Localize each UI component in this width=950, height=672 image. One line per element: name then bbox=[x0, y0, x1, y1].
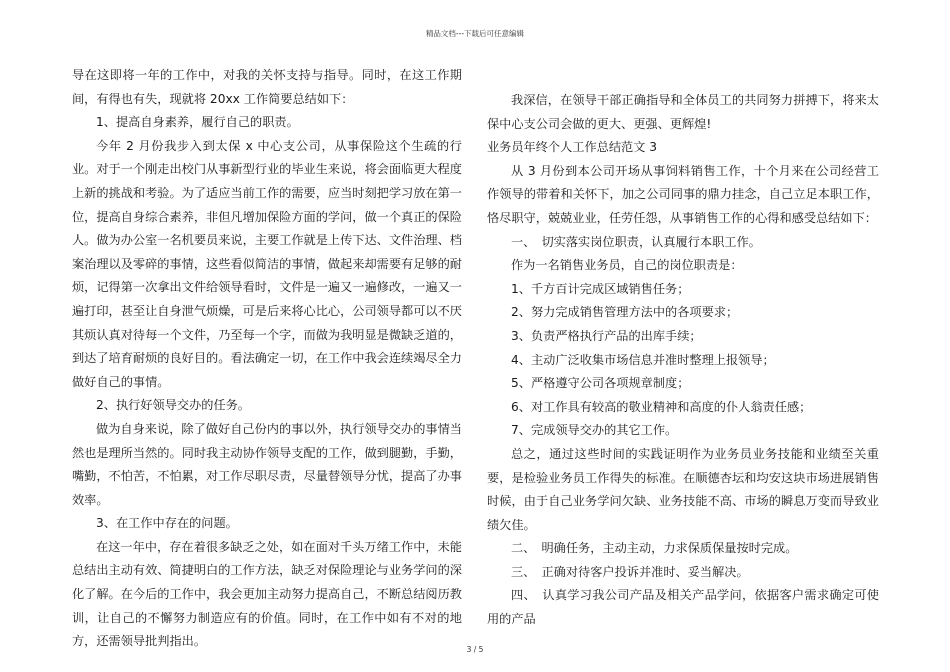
page-number: 3 / 5 bbox=[466, 645, 484, 654]
paragraph: 四、 认真学习我公司产品及相关产品学问，依据客户需求确定可使用的产品 bbox=[487, 588, 879, 627]
paragraph: 在这一年中，存在着很多缺乏之处，如在面对千头万绪工作中，未能总结出主动有效、简捷明白的工作方法，缺乏对保险理论与业务学问的深化了解。在今后的工作中，我会更加主动努力提高自己，不断总结阅历教训，让自己的不懈努力制造应有的价值。同时，在工作中如有不对的地方，还需领导批判指出。 bbox=[72, 539, 462, 649]
paragraph: 一、 切实落实岗位职责，认真履行本职工作。 bbox=[511, 234, 761, 249]
paragraph: 7、完成领导交办的其它工作。 bbox=[511, 423, 678, 438]
page-header: 精品文档---下载后可任意编辑 bbox=[425, 29, 525, 38]
paragraph: 5、严格遵守公司各项规章制度； bbox=[511, 376, 690, 391]
left-column bbox=[72, 64, 462, 654]
paragraph: 三、 正确对待客户投诉并准时、妥当解决。 bbox=[511, 564, 749, 579]
paragraph: 2、执行好领导交办的任务。 bbox=[96, 398, 251, 413]
paragraph: 4、主动广泛收集市场信息并准时整理上报领导； bbox=[511, 352, 775, 367]
paragraph: 总之，通过这些时间的实践证明作为业务员业务技能和业绩至关重要，是检验业务员工作得失的标准。在顺德杏坛和均安这块市场进展销售时候，由于自己业务学问欠缺、业务技能不高、市场的瞬息万变而导致业绩欠佳。 bbox=[487, 446, 879, 532]
paragraph: 1、提高自身素养，履行自己的职责。 bbox=[96, 115, 299, 130]
right-column bbox=[487, 89, 879, 632]
paragraph: 导在这即将一年的工作中，对我的关怀支持与指导。同时，在这工作期间，有得也有失，现就将 20xx 工作简要总结如下： bbox=[72, 68, 462, 106]
paragraph: 3、负责严格执行产品的出库手续； bbox=[511, 328, 702, 343]
paragraph: 1、千方百计完成区域销售任务； bbox=[511, 281, 690, 296]
paragraph: 作为一名销售业务员，自己的岗位职责是： bbox=[511, 258, 743, 273]
paragraph: 从 3 月份到本公司开场从事饲料销售工作，十个月来在公司经营工作领导的带着和关怀下，加之公司同事的鼎力挂念，自己立足本职工作，恪尽职守，兢兢业业，任劳任怨，从事销售工作的心得和感受总结如下： bbox=[487, 163, 879, 225]
paragraph: 二、 明确任务，主动主动，力求保质保量按时完成。 bbox=[511, 541, 798, 556]
paragraph: 业务员年终个人工作总结范文 3 bbox=[487, 140, 658, 155]
paragraph: 做为自身来说，除了做好自己份内的事以外，执行领导交办的事情当然也是理所当然的。同时我主动协作领导支配的工作，做到腿勤，手勤，嘴勤，不怕苦，不怕累，对工作尽职尽责，尽量替领导分忧，提高了办事效率。 bbox=[72, 421, 462, 507]
paragraph: 6、对工作具有较高的敬业精神和高度的仆人翁责任感； bbox=[511, 399, 812, 414]
paragraph: 我深信，在领导干部正确指导和全体员工的共同努力拼搏下，将来太保中心支公司会做的更大、更强、更辉煌! bbox=[487, 93, 879, 131]
paragraph: 今年 2 月份我步入到太保 x 中心支公司，从事保险这个生疏的行业。对于一个刚走出校门从事新型行业的毕业生来说，将会面临更大程度上新的挑战和考验。为了适应当前工作的需要，应当时刻把学习放在第一位，提高自身综合素养，非但凡增加保险方面的学问，做一个真正的保险人。做为办公室一名机要员来说，主要工作就是上传下达、文件治理、档案治理以及零碎的事情，这些看似简洁的事情，做起来却需要有足够的耐烦，记得第一次拿出文件给领导看时，文件是一遍又一遍修改，一遍又一遍打印，甚至让自身泄气烦燥，可是后来将心比心，公司领导都可以不厌其烦认真对待每一个文件，乃至每一个字，而做为我明显是微缺乏道的，到达了培育耐烦的良好目的。看法确定一切，在工作中我会连续竭尽全力做好自己的事情。 bbox=[72, 138, 462, 389]
paragraph: 3、在工作中存在的问题。 bbox=[96, 516, 238, 531]
paragraph: 2、努力完成销售管理方法中的各项要求； bbox=[511, 305, 739, 320]
